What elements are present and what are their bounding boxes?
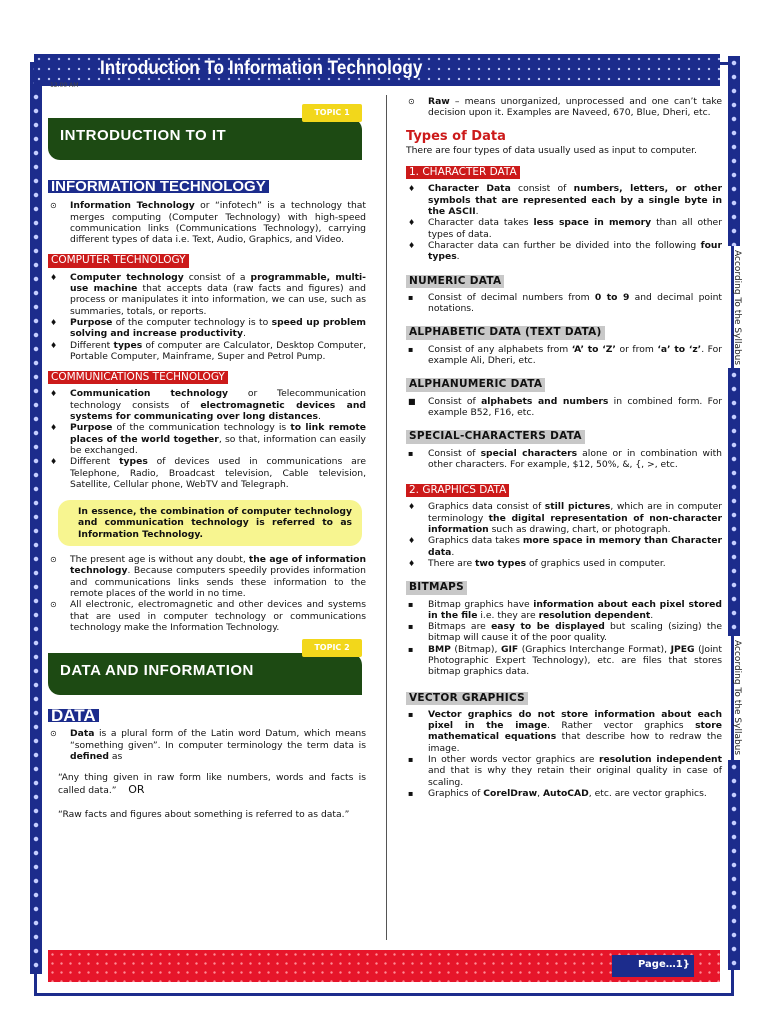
side-caption-lower: According To the Syllabus xyxy=(732,640,742,756)
graphics-data-list xyxy=(406,501,722,569)
diamond-bullet-icon: ♦ xyxy=(408,184,416,194)
list-item: ♦ Purpose of the communication technology is to link remote places of the world together, so that, information can easily be exchanged. xyxy=(50,422,366,456)
list-item: ▪ Bitmaps are easy to be displayed but scaling (sizing) the bitmap will cause it of the poor quality. xyxy=(408,621,722,644)
list-item: ▪ In other words vector graphics are resolution independent and that is why they retain their original quality in case of scaling. xyxy=(408,754,722,788)
diamond-bullet-icon: ♦ xyxy=(408,558,416,568)
vector-graphics-list xyxy=(406,709,722,799)
square-bullet-icon: ▪ xyxy=(408,448,414,458)
data-list xyxy=(48,728,366,762)
list-item: ■ Consist of alphabets and numbers in combined form. For example B52, F16, etc. xyxy=(408,395,722,418)
list-item: ▪ BMP (Bitmap), GIF (Graphics Interchange Format), JPEG (Joint Photographic Expert Technology), etc. are files that stores bitmap graphics data. xyxy=(408,643,722,678)
it-heading: INFORMATION TECHNOLOGY xyxy=(48,180,269,193)
list-item: ▪ Consist of any alphabets from ‘A’ to ‘Z’ or from ‘a’ to ‘z’. For example Ali, Dheri, etc. xyxy=(408,343,723,367)
list-item: ♦ There are two types of graphics used in computer. xyxy=(408,557,666,569)
alphanumeric-data-list xyxy=(406,396,722,419)
list-item: ▪ Vector graphics do not store information about each pixel in the image. Rather vector graphics store mathematical equations that describe how to redraw the image. xyxy=(408,708,723,754)
list-item: ♦ Character data can further be divided into the following four types. xyxy=(408,239,722,263)
circle-dot-bullet-icon: ⊙ xyxy=(50,555,57,565)
diamond-bullet-icon: ♦ xyxy=(50,423,58,433)
character-data-heading: 1. CHARACTER DATA xyxy=(406,166,520,179)
list-item: ▪ Bitmap graphics have information about each pixel stored in the file i.e. they are resolution dependent. xyxy=(408,598,722,621)
special-characters-data-heading: SPECIAL-CHARACTERS DATA xyxy=(406,430,585,443)
right-dotted-border-middle xyxy=(728,368,740,636)
page-number-badge: Page…1} xyxy=(612,955,694,977)
right-dotted-border-bottom xyxy=(728,760,740,970)
vector-graphics-heading: VECTOR GRAPHICS xyxy=(406,692,528,705)
list-item: ♦ Purpose of the computer technology is to speed up problem solving and increase productivity. xyxy=(50,316,366,340)
communications-technology-list xyxy=(48,388,366,490)
diamond-bullet-icon: ♦ xyxy=(408,502,416,512)
diamond-bullet-icon: ♦ xyxy=(50,457,58,467)
computer-technology-list xyxy=(48,272,366,362)
square-bullet-icon: ■ xyxy=(408,396,416,406)
special-characters-data-list xyxy=(406,448,722,471)
circle-dot-bullet-icon: ⊙ xyxy=(50,729,57,739)
page-title: Introduction To Information Technology xyxy=(100,58,423,79)
circle-bullet-icon: ⊙ xyxy=(50,201,57,211)
square-bullet-icon: ▪ xyxy=(408,788,414,798)
list-item: ♦ Character data takes less space in memory than all other types of data. xyxy=(408,217,722,240)
list-item: ♦ Character Data consist of numbers, letters, or other symbols that are represented each by a single byte in the ASCII. xyxy=(408,183,722,218)
circle-dot-bullet-icon: ⊙ xyxy=(408,97,415,106)
diamond-bullet-icon: ♦ xyxy=(408,536,416,546)
right-column xyxy=(406,96,722,799)
topic-1-tag: TOPIC 1 xyxy=(302,104,362,122)
topic-2-tag: TOPIC 2 xyxy=(302,639,362,657)
list-item: ⊙ The present age is without any doubt, the age of information technology. Because computers speedily provides information and communications links sends these information to the remote places of the world in no time. xyxy=(50,554,366,599)
numeric-data-list xyxy=(406,292,722,315)
square-bullet-icon: ▪ xyxy=(408,755,414,765)
data-heading: DATA xyxy=(48,709,99,722)
diamond-bullet-icon: ♦ xyxy=(50,272,58,282)
list-item: ▪ Consist of decimal numbers from 0 to 9 and decimal point notations. xyxy=(408,291,723,315)
raw-list xyxy=(406,96,722,119)
list-item: ⊙ Information Technology or “infotech” is a technology that merges computing (Computer Technology) with high-speed communication links (Communications Technology), carrying different types of data i.e. Text, Audio, Graphics, and Video. xyxy=(50,200,366,246)
graphics-data-heading: 2. GRAPHICS DATA xyxy=(406,484,509,497)
summary-callout: In essence, the combination of computer technology and communication technology is referred to as Information Technology. xyxy=(58,500,362,546)
list-item: ▪ Graphics of CorelDraw, AutoCAD, etc. are vector graphics. xyxy=(408,787,707,799)
bitmaps-heading: BITMAPS xyxy=(406,581,467,594)
computer-technology-heading: COMPUTER TECHNOLOGY xyxy=(48,254,189,267)
topic-1-title: INTRODUCTION TO IT xyxy=(60,127,227,144)
header-timestamp: 12.00 AM xyxy=(50,82,79,89)
left-column xyxy=(48,96,366,820)
age-list xyxy=(48,554,366,633)
square-bullet-icon: ▪ xyxy=(408,344,414,354)
list-item: ⊙ Data is a plural form of the Latin word Datum, which means “something given”. In computer terminology the term data is defined as xyxy=(50,728,366,762)
list-item: ♦ Computer technology consist of a programmable, multi-use machine that accepts data (raw facts and figures) and process or manipulates it into information, we can use, such as summaries, totals, or reports. xyxy=(50,271,366,317)
character-data-list xyxy=(406,183,722,262)
numeric-data-heading: NUMERIC DATA xyxy=(406,275,504,288)
diamond-bullet-icon: ♦ xyxy=(50,317,58,327)
circle-dot-bullet-icon: ⊙ xyxy=(50,600,57,610)
communications-technology-heading: COMMUNICATIONS TECHNOLOGY xyxy=(48,371,228,384)
alphabetic-data-list xyxy=(406,344,722,367)
topic-2-title: DATA AND INFORMATION xyxy=(60,662,254,680)
square-bullet-icon: ▪ xyxy=(408,709,414,719)
diamond-bullet-icon: ♦ xyxy=(408,240,416,250)
alphanumeric-data-heading: ALPHANUMERIC DATA xyxy=(406,378,545,391)
square-bullet-icon: ▪ xyxy=(408,644,414,654)
list-item: ♦ Graphics data takes more space in memory than Character data. xyxy=(408,535,722,558)
diamond-bullet-icon: ♦ xyxy=(408,218,416,228)
data-definition-quote-2: “Raw facts and figures about something is referred to as data.” xyxy=(58,808,350,820)
square-bullet-icon: ▪ xyxy=(408,622,414,632)
list-item: ▪ Consist of special characters alone or in combination with other characters. For example, $12, 50%, &, {, >, etc. xyxy=(408,447,722,470)
left-dotted-border xyxy=(30,62,42,974)
topic-2-banner xyxy=(48,643,362,695)
or-word: OR xyxy=(128,782,145,796)
list-item: ♦ Communication technology or Telecommunication technology consists of electromagnetic devices and systems for communicating over long distances. xyxy=(50,388,366,423)
types-of-data-intro: There are four types of data usually used as input to computer. xyxy=(406,144,697,156)
list-item: ⊙ Raw – means unorganized, unprocessed and one can’t take decision upon it. Examples are Naveed, 670, Blue, Dheri, etc. xyxy=(408,96,722,119)
list-item: ♦ Graphics data consist of still pictures, which are in computer terminology the digital representation of non-character information such as drawing, chart, or photograph. xyxy=(408,501,722,536)
list-item: ⊙ All electronic, electromagnetic and other devices and systems that are used in computer technology or communications technology make the Information Technology. xyxy=(50,599,366,633)
right-dotted-border-top xyxy=(728,56,740,246)
types-of-data-heading: Types of Data xyxy=(406,128,506,144)
diamond-bullet-icon: ♦ xyxy=(50,340,58,350)
square-bullet-icon: ▪ xyxy=(408,292,414,302)
list-item: ♦ Different types of computer are Calculator, Desktop Computer, Portable Computer, Mainframe, Super and Petrol Pump. xyxy=(50,339,366,362)
topic-1-banner xyxy=(48,108,362,160)
alphabetic-data-heading: ALPHABETIC DATA (TEXT DATA) xyxy=(406,326,605,339)
it-list xyxy=(48,200,366,245)
column-divider xyxy=(386,95,387,940)
list-item: ♦ Different types of devices used in communications are Telephone, Radio, Broadcast television, Cable television, Satellite, Cellular phone, WebTV and Telegraph. xyxy=(50,456,366,490)
square-bullet-icon: ▪ xyxy=(408,599,414,609)
bitmaps-list xyxy=(406,599,722,678)
data-definition-quote-1: “Any thing given in raw form like numbers, words and facts is called data.” OR xyxy=(58,772,366,796)
side-caption-upper: According To the Syllabus xyxy=(732,250,742,366)
diamond-bullet-icon: ♦ xyxy=(50,389,58,399)
